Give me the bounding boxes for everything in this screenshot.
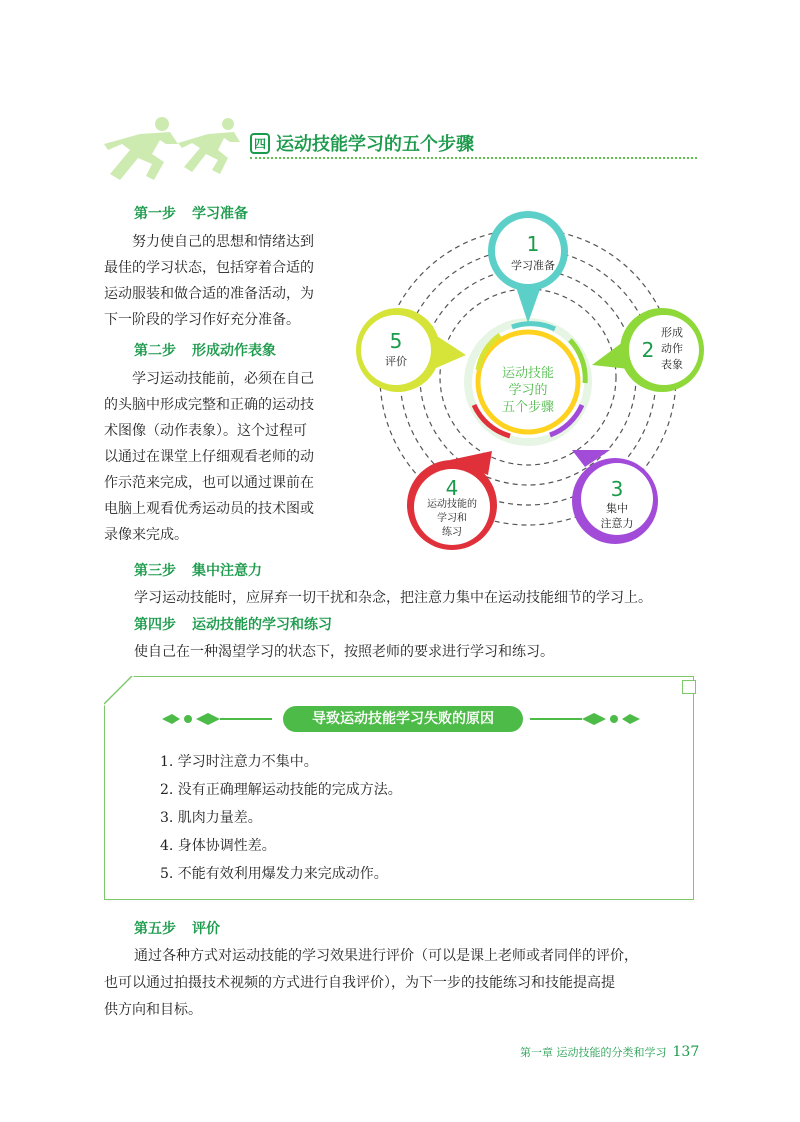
right-ornament-icon: [530, 711, 640, 727]
node-3: [572, 450, 658, 544]
center-line-3: 五个步骤: [501, 400, 555, 415]
p2-line-2: 的头脑中形成完整和正确的运动技: [104, 397, 314, 413]
step-5-label: 第五步: [134, 921, 176, 937]
section-title-text: 运动技能学习的五个步骤: [276, 134, 475, 155]
reason-item-4: 4. 身体协调性差。: [160, 838, 276, 854]
step-3-paragraph: 学习运动技能时，应屏弃一切干扰和杂念，把注意力集中在运动技能细节的学习上。: [134, 590, 652, 606]
node-4-line-1: 运动技能的: [427, 499, 477, 510]
node-5-number: 5: [389, 329, 403, 353]
five-steps-cycle-diagram: [350, 205, 710, 555]
step-1-heading: [134, 203, 248, 223]
node-5: [356, 308, 466, 392]
step-1-label: 第一步: [134, 206, 176, 222]
reason-item-5: 5. 不能有效利用爆发力来完成动作。: [160, 866, 388, 882]
step-2-paragraph: [104, 366, 354, 548]
box-corner-cut: [104, 676, 134, 706]
step-4-label: 第四步: [134, 617, 176, 633]
p2-line-3: 术图像（动作表象）。这个过程可: [104, 423, 307, 439]
p2-line-5: 作示范来完成，也可以通过课前在: [104, 475, 314, 491]
p5-line-1: 通过各种方式对运动技能的学习效果进行评价（可以是课上老师或者同伴的评价，: [134, 948, 638, 964]
p2-line-1: 学习运动技能前，必须在自己: [132, 371, 314, 387]
p5-line-2: 也可以通过拍摄技术视频的方式进行自我评价），为下一步的技能练习和技能提高提: [104, 975, 615, 991]
p5-line-3: 供方向和目标。: [104, 1002, 202, 1018]
step-5-heading: [134, 918, 220, 938]
left-ornament-icon: [162, 711, 272, 727]
step-4-heading: [134, 614, 332, 634]
p2-line-7: 录像来完成。: [104, 527, 188, 543]
p1-line-1: 努力使自己的思想和情绪达到: [132, 234, 314, 250]
box-corner-ornament: [682, 680, 696, 694]
node-2-line-1: 形成: [661, 326, 683, 339]
p1-line-3: 运动服装和做合适的准备活动，为: [104, 286, 314, 302]
node-4-line-3: 练习: [442, 527, 462, 538]
chapter-label: 第一章 运动技能的分类和学习: [520, 1046, 667, 1059]
step-2-name: 形成动作表象: [192, 343, 276, 359]
center-node: [468, 322, 588, 442]
title-divider: [250, 157, 697, 159]
step-3-label: 第三步: [134, 563, 176, 579]
node-2: [592, 308, 704, 392]
center-line-1: 运动技能: [501, 366, 555, 381]
node-1: [488, 211, 568, 323]
node-3-number: 3: [610, 477, 624, 501]
p1-line-2: 最佳的学习状态，包括穿着合适的: [104, 260, 314, 276]
step-3-heading: [134, 560, 262, 580]
section-title: [250, 130, 474, 156]
runner-silhouettes-icon: [100, 110, 250, 195]
p2-line-4: 以通过在课堂上仔细观看老师的动: [104, 449, 314, 465]
step-5-name: 评价: [192, 921, 220, 937]
node-4-number: 4: [445, 476, 459, 500]
reason-item-3: 3. 肌肉力量差。: [160, 810, 262, 826]
section-number: 四: [250, 133, 270, 154]
node-4-line-2: 学习和: [437, 513, 467, 524]
node-3-line-1: 集中: [606, 502, 628, 515]
step-4-paragraph: 使自己在一种渴望学习的状态下，按照老师的要求进行学习和练习。: [134, 644, 554, 660]
step-2-label: 第二步: [134, 343, 176, 359]
step-1-name: 学习准备: [192, 206, 248, 222]
node-5-text: 评价: [385, 355, 407, 368]
node-2-line-2: 动作: [661, 342, 683, 355]
node-2-line-3: 表象: [661, 358, 683, 371]
node-1-text: 学习准备: [511, 259, 555, 272]
p1-line-4: 下一阶段的学习作好充分准备。: [104, 312, 300, 328]
page-footer: [520, 1044, 699, 1060]
node-3-line-2: 注意力: [600, 517, 634, 530]
node-1-number: 1: [526, 232, 540, 256]
box-title-banner: 导致运动技能学习失败的原因: [283, 706, 523, 732]
step-1-paragraph: [104, 229, 354, 333]
node-2-number: 2: [641, 338, 655, 362]
node-4: [407, 451, 497, 550]
reason-item-1: 1. 学习时注意力不集中。: [160, 754, 318, 770]
center-line-2: 学习的: [508, 383, 548, 398]
step-4-name: 运动技能的学习和练习: [192, 617, 332, 633]
reason-item-2: 2. 没有正确理解运动技能的完成方法。: [160, 782, 402, 798]
page-number: 137: [672, 1044, 700, 1060]
step-3-name: 集中注意力: [192, 563, 262, 579]
step-2-heading: [134, 340, 276, 360]
p2-line-6: 电脑上观看优秀运动员的技术图或: [104, 501, 314, 517]
